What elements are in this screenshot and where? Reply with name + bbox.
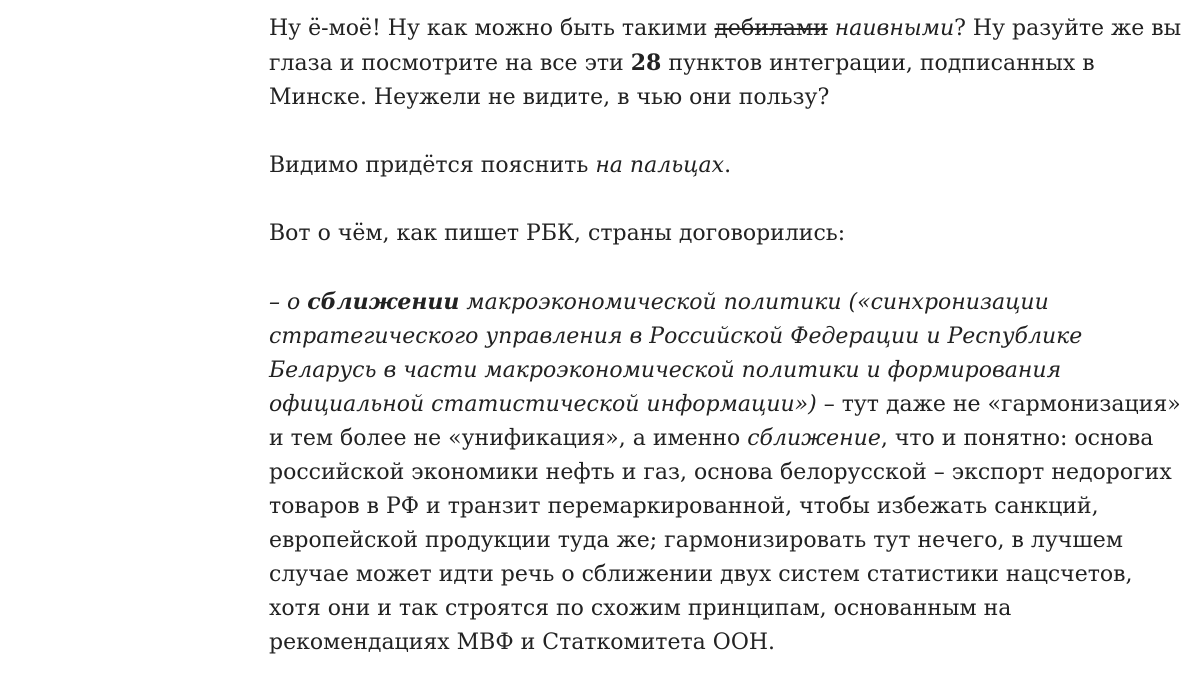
intro-text-1: Ну ё-моё! Ну как можно быть такими	[269, 16, 715, 41]
point-dash: – о	[269, 290, 308, 315]
explain-text-2: .	[724, 153, 732, 178]
paragraph-point-1	[269, 285, 1184, 660]
struck-word: дебилами	[714, 16, 828, 41]
paragraph-explain	[269, 149, 1184, 183]
points-count: 28	[630, 50, 662, 76]
point-bold-term: сближении	[307, 289, 460, 315]
point-italic-quote: макроэкономической политики («синхронизации стратегического управления в Российской Федерации и Республике Беларусь в части макроэкономической политики и формирования официальной статистической информации»)	[269, 290, 1083, 417]
intro-text-3: пунктов интеграции, подписанных в Минске. Неужели не видите, в чью они пользу?	[269, 51, 1095, 110]
point-italic-term: сближение	[747, 426, 881, 451]
italic-word: наивными	[834, 16, 955, 41]
paragraph-intro	[269, 12, 1184, 115]
paragraph-source	[269, 217, 1184, 251]
point-text-1: – тут даже не «гармонизация» и тем более не «унификация», а именно	[269, 392, 1181, 451]
point-text-2: , что и понятно: основа российской экономики нефть и газ, основа белорусской – экспорт недорогих товаров в РФ и транзит перемаркированной, чтобы избежать санкций, европейской продукции туда же; гармонизировать тут нечего, в лучшем случае может идти речь о сближении двух систем статистики нацсчетов, хотя они и так строятся по схожим принципам, основанным на рекомендациях МВФ и Статкомитета ООН.	[269, 426, 1172, 655]
explain-text-1: Видимо придётся пояснить	[269, 153, 596, 178]
intro-space	[828, 16, 835, 41]
source-text: Вот о чём, как пишет РБК, страны договорились:	[269, 221, 846, 246]
explain-italic: на пальцах	[595, 153, 725, 178]
intro-text-2: ? Ну разуйте же вы глаза и посмотрите на все эти	[269, 16, 1182, 76]
article-body	[269, 12, 1184, 660]
